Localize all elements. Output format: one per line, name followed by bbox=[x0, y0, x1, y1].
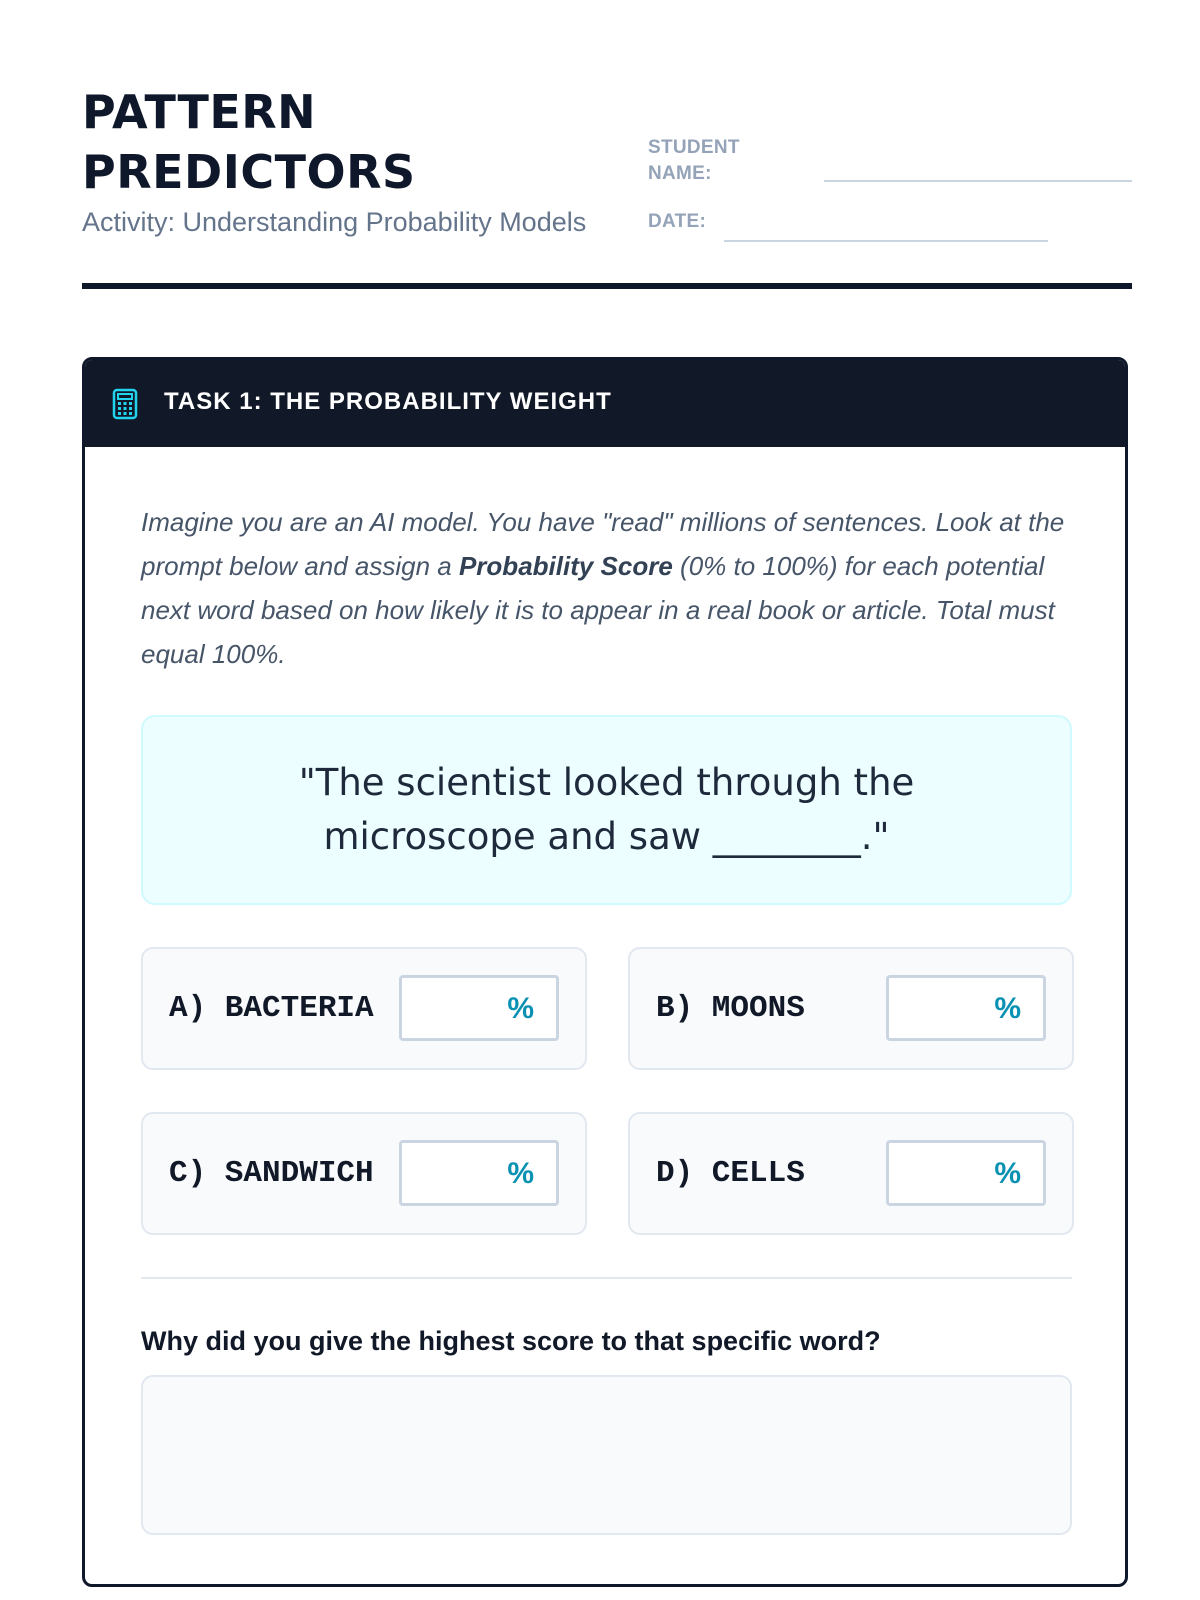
option-card-c bbox=[141, 1112, 587, 1235]
option-label-c: C) SANDWICH bbox=[169, 1156, 374, 1191]
worksheet-page bbox=[82, 0, 1132, 1600]
percent-sign: % bbox=[507, 992, 534, 1025]
section-divider bbox=[141, 1277, 1072, 1279]
calculator-icon bbox=[112, 388, 138, 420]
date-field[interactable] bbox=[724, 240, 1048, 242]
student-name-field[interactable] bbox=[824, 180, 1132, 182]
page-title bbox=[82, 82, 416, 202]
instructions-emphasis: Probability Score bbox=[458, 551, 673, 581]
option-label-a: A) BACTERIA bbox=[169, 991, 374, 1026]
date-label: DATE: bbox=[648, 211, 707, 232]
option-d-percent-input[interactable] bbox=[886, 1140, 1046, 1206]
option-label-d: D) CELLS bbox=[656, 1156, 805, 1191]
task-card bbox=[82, 357, 1128, 1587]
header-divider bbox=[82, 283, 1132, 289]
option-b-percent-input[interactable] bbox=[886, 975, 1046, 1041]
task-card-header bbox=[85, 360, 1125, 447]
option-card-d bbox=[628, 1112, 1074, 1235]
prompt-box bbox=[141, 715, 1072, 905]
activity-subtitle: Activity: Understanding Probability Models bbox=[82, 207, 587, 237]
option-a-percent-input[interactable] bbox=[399, 975, 559, 1041]
instructions-text-start: Imagine you are an AI model. You have "read" millions of sentences. Look at the prompt below and assign a bbox=[141, 507, 1065, 581]
option-card-a bbox=[141, 947, 587, 1070]
percent-sign: % bbox=[507, 1157, 534, 1190]
student-name-label: STUDENT NAME: bbox=[648, 137, 740, 184]
percent-sign: % bbox=[994, 1157, 1021, 1190]
percent-sign: % bbox=[994, 992, 1021, 1025]
title-line-2: PREDICTORS bbox=[82, 145, 416, 199]
task-title: TASK 1: THE PROBABILITY WEIGHT bbox=[164, 388, 612, 415]
option-label-b: B) MOONS bbox=[656, 991, 805, 1026]
title-line-1: PATTERN bbox=[82, 85, 317, 139]
task-instructions bbox=[141, 500, 1071, 676]
reflection-answer-box[interactable] bbox=[141, 1375, 1072, 1535]
instructions-text-end: (0% to 100%) for each potential next word based on how likely it is to appear in a real book or article. Total must equal 100%. bbox=[141, 551, 1055, 669]
prompt-sentence: "The scientist looked through the microscope and saw ________." bbox=[298, 761, 915, 858]
reflection-question: Why did you give the highest score to that specific word? bbox=[141, 1326, 881, 1356]
option-card-b bbox=[628, 947, 1074, 1070]
option-c-percent-input[interactable] bbox=[399, 1140, 559, 1206]
